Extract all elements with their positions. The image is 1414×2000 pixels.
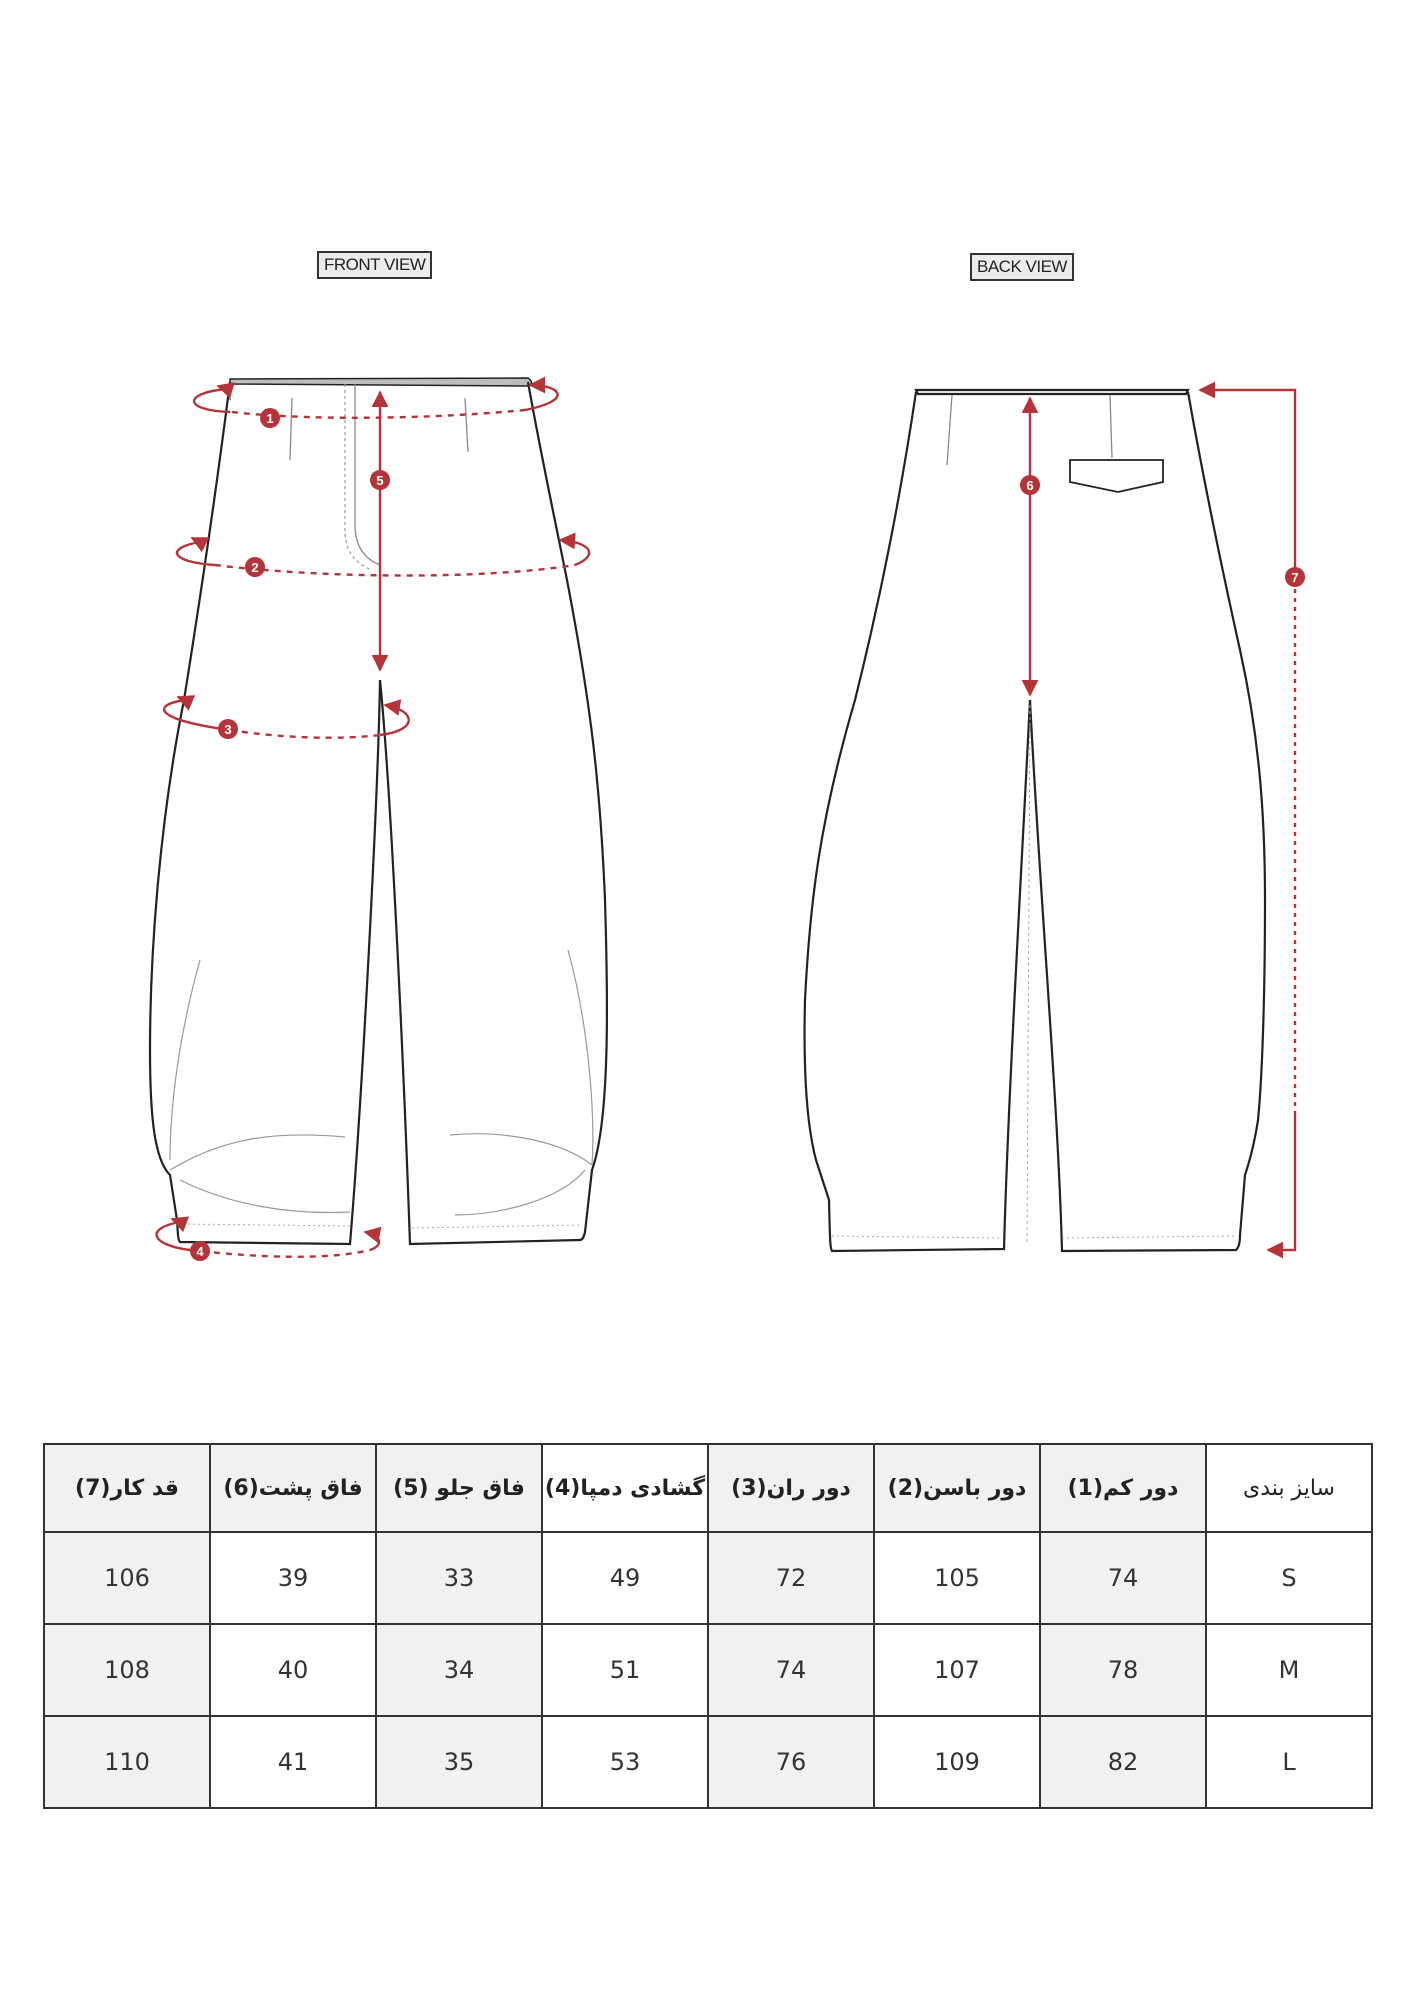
header-length: قد کار(7) [44,1444,210,1532]
header-hem-width: گشادی دمپا(4) [542,1444,708,1532]
header-thigh: دور ران(3) [708,1444,874,1532]
cell-thigh: 74 [708,1624,874,1716]
cell-hem-width: 49 [542,1532,708,1624]
header-back-rise: فاق پشت(6) [210,1444,376,1532]
back-view-label: BACK VIEW [970,253,1074,281]
table-header-row [44,1444,1372,1532]
marker-1-label: 1 [266,411,274,426]
front-view-label: FRONT VIEW [317,251,432,279]
table-row [44,1624,1372,1716]
measure-marker-3 [218,719,238,739]
cell-front-rise: 35 [376,1716,542,1808]
cell-front-rise: 33 [376,1532,542,1624]
cell-waist: 78 [1040,1624,1206,1716]
back-view-pants [805,390,1265,1251]
marker-7-label: 7 [1291,570,1299,585]
table-row [44,1716,1372,1808]
header-size: سایز بندی [1206,1444,1372,1532]
cell-length: 110 [44,1716,210,1808]
cell-hip: 109 [874,1716,1040,1808]
header-front-rise: فاق جلو (5) [376,1444,542,1532]
marker-5-label: 5 [376,473,384,488]
cell-thigh: 76 [708,1716,874,1808]
cell-back-rise: 39 [210,1532,376,1624]
marker-2-label: 2 [251,560,259,575]
measure-marker-5 [370,470,390,490]
cell-size: M [1206,1624,1372,1716]
cell-thigh: 72 [708,1532,874,1624]
cell-length: 106 [44,1532,210,1624]
measure-marker-6 [1020,475,1040,495]
marker-4-label: 4 [196,1244,204,1259]
measure-marker-1 [260,408,280,428]
cell-hem-width: 51 [542,1624,708,1716]
measurement-lines [157,385,1295,1257]
cell-back-rise: 41 [210,1716,376,1808]
size-chart-table [43,1443,1373,1809]
cell-waist: 74 [1040,1532,1206,1624]
cell-length: 108 [44,1624,210,1716]
header-hip: دور باسن(2) [874,1444,1040,1532]
cell-waist: 82 [1040,1716,1206,1808]
header-waist: دور کم(1) [1040,1444,1206,1532]
measure-marker-4 [190,1241,210,1261]
cell-back-rise: 40 [210,1624,376,1716]
cell-hip: 105 [874,1532,1040,1624]
cell-size: S [1206,1532,1372,1624]
measure-marker-2 [245,557,265,577]
table-row [44,1532,1372,1624]
cell-hem-width: 53 [542,1716,708,1808]
marker-3-label: 3 [224,722,232,737]
cell-hip: 107 [874,1624,1040,1716]
cell-size: L [1206,1716,1372,1808]
front-view-pants [150,378,607,1244]
marker-6-label: 6 [1026,478,1034,493]
cell-front-rise: 34 [376,1624,542,1716]
measure-marker-7 [1285,567,1305,587]
